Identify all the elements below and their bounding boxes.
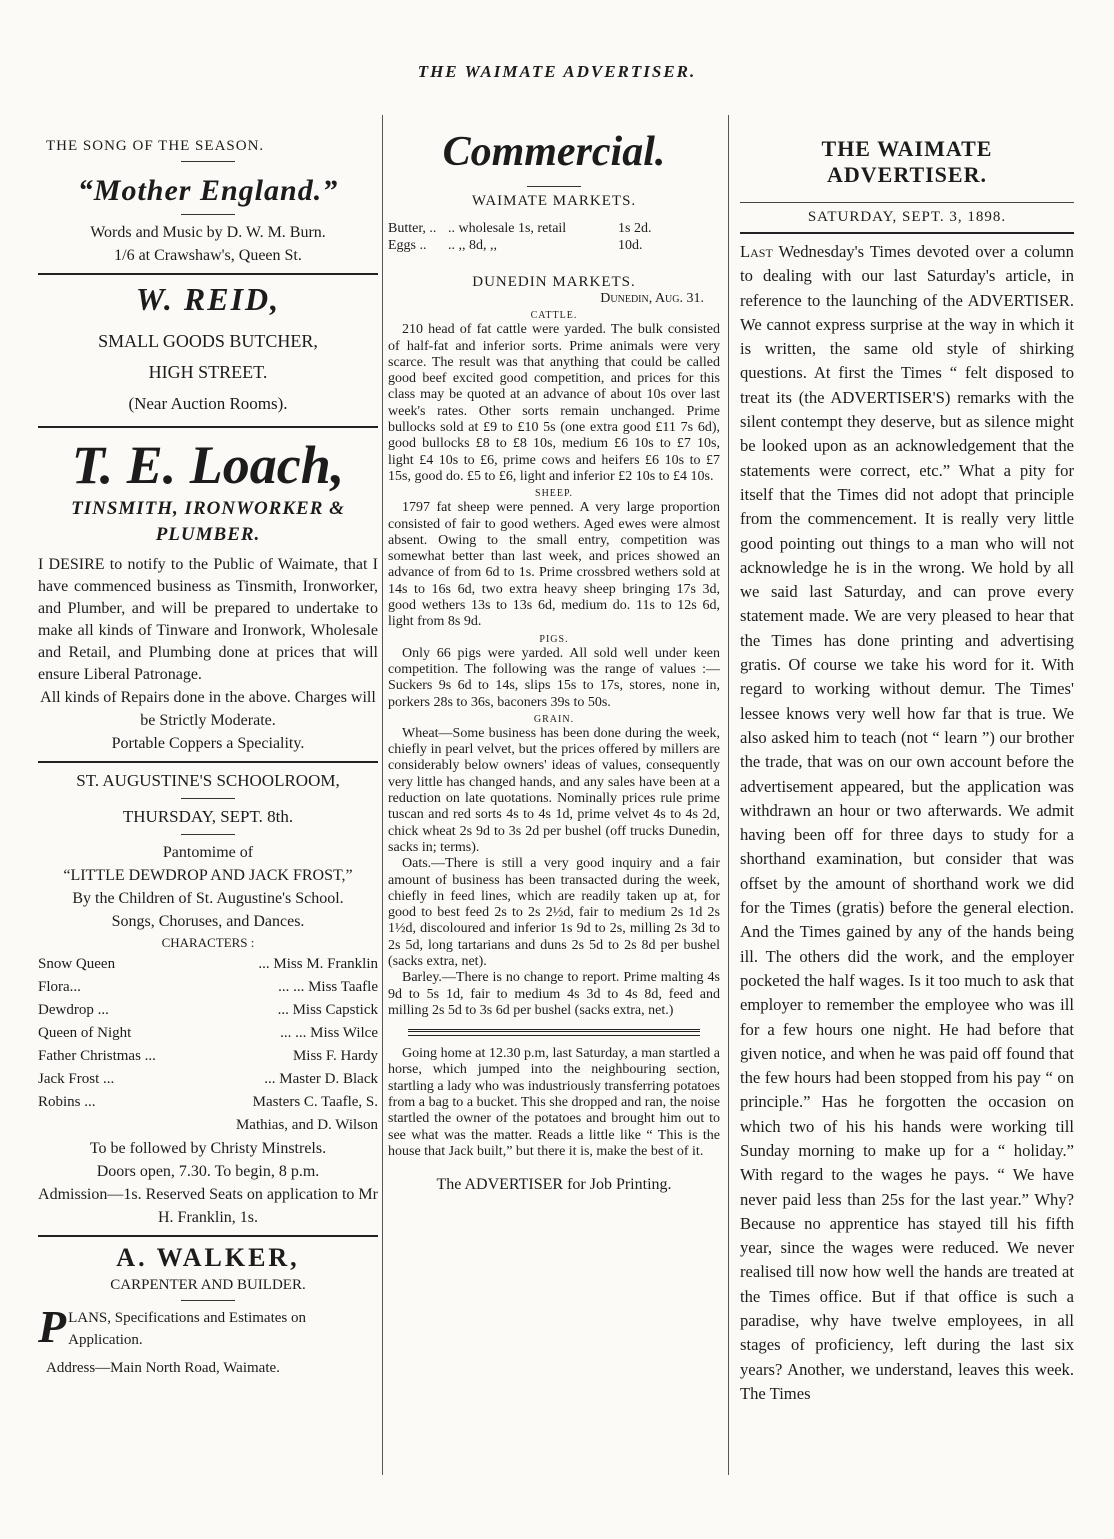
market-item: Eggs .. bbox=[388, 238, 427, 253]
song-heading: THE SONG OF THE SEASON. bbox=[46, 138, 265, 154]
commercial-heading: Commercial. bbox=[442, 129, 666, 175]
character-row bbox=[38, 953, 378, 976]
wheat-report: Wheat—Some business has been done during the week, chiefly in pearl velvet, but the prices offered by millers are considerably below owners' ideas of values, consequently very little has changed hands, and any sales have been at a reduction on late quotations. Nominally prices rule prime tuscan and red sorts 4s to 4s 1d, prime velvet 4s to 4s 2d, chick wheat 2s 9d to 3s 2d per bushel (off trucks Dunedin, sacks in; terms). bbox=[388, 725, 720, 855]
character-actor: Mathias, and D. Wilson bbox=[235, 1117, 378, 1133]
divider bbox=[38, 426, 378, 428]
character-role: Queen of Night bbox=[38, 1025, 132, 1041]
song-credit: Words and Music by D. W. M. Burn. bbox=[90, 224, 326, 241]
drop-cap: P bbox=[38, 1301, 67, 1352]
walker-trade: CARPENTER AND BUILDER. bbox=[110, 1277, 306, 1293]
character-actor: Masters C. Taafle, S. bbox=[252, 1094, 378, 1110]
divider bbox=[740, 202, 1074, 203]
character-row bbox=[38, 1091, 378, 1114]
minstrels: To be followed by Christy Minstrels. bbox=[89, 1140, 327, 1157]
loach-trade-2: PLUMBER. bbox=[155, 524, 261, 545]
loach-trade: TINSMITH, IRONWORKER & bbox=[71, 498, 345, 519]
sheep-report: 1797 fat sheep were penned. A very large proportion consisted of fair to good wethers. Aged ewes were almost absent. Owing to the small entry, competition was somewhat better than last week, and prices showed an advance of from 6d to 1s. Prime crossbred wethers sold at 14s to 16s 6d, two extra heavy sheep bringing 17s 3d, good wethers 13s to 13s 6d, medium do. 11s to 12s 6d, light from 8s 9d. bbox=[388, 500, 720, 630]
song-title: “Mother England.” bbox=[77, 174, 339, 207]
character-actor: ... ... Miss Wilce bbox=[280, 1025, 378, 1041]
character-row bbox=[38, 976, 378, 999]
reid-near: (Near Auction Rooms). bbox=[128, 394, 288, 413]
market-price: 10d. bbox=[618, 238, 643, 253]
character-row bbox=[38, 1114, 378, 1137]
characters-heading: CHARACTERS : bbox=[161, 935, 255, 950]
school-name: ST. AUGUSTINE'S SCHOOLROOM, bbox=[76, 771, 340, 790]
walker-name: A. WALKER, bbox=[116, 1243, 300, 1272]
character-role: Flora... bbox=[38, 979, 81, 995]
column-rule-2 bbox=[728, 115, 729, 1475]
market-row bbox=[388, 237, 720, 254]
divider bbox=[38, 1235, 378, 1237]
loach-body: I DESIRE to notify to the Public of Waimate, that I have commenced business as Tinsmith, Ironworker, and Plumber, and will be prepared to undertake to make all kinds of Tinware and Ironwork, Wholesale and Retail, and Plumbing done at prices that will ensure Liberal Patronage. bbox=[38, 556, 378, 683]
waimate-markets: WAIMATE MARKETS. bbox=[471, 193, 637, 209]
character-row bbox=[38, 1068, 378, 1091]
loach-repairs: All kinds of Repairs done in the above. Charges will be Strictly Moderate. bbox=[40, 689, 376, 729]
plans-text bbox=[38, 1301, 378, 1352]
character-role: Snow Queen bbox=[38, 956, 116, 972]
doors: Doors open, 7.30. To begin, 8 p.m. bbox=[96, 1163, 320, 1180]
character-role: Father Christmas ... bbox=[38, 1048, 156, 1064]
advert-column bbox=[38, 128, 378, 1380]
panto-title: “LITTLE DEWDROP AND JACK FROST,” bbox=[63, 867, 353, 884]
character-actor: ... Miss Capstick bbox=[277, 1002, 378, 1018]
school-date: THURSDAY, SEPT. 8th. bbox=[122, 807, 294, 826]
column-rule-1 bbox=[382, 115, 383, 1475]
character-role: Robins ... bbox=[38, 1094, 96, 1110]
editorial-column bbox=[740, 128, 1074, 1406]
horse-story: Going home at 12.30 p.m, last Saturday, a man startled a horse, which jumped into the neighbouring section, startling a lady who was industriously transferring potatoes from a bag to a bucket. This she dropped and ran, the noise startled the owner of the potatoes and brought him out to see what was the matter. Reads a little like “ This is the house that Jack built,” but there it is, make the best of it. bbox=[388, 1046, 720, 1159]
divider bbox=[38, 273, 378, 275]
characters-list bbox=[38, 953, 378, 1137]
character-actor: ... Master D. Black bbox=[264, 1071, 378, 1087]
character-row bbox=[38, 1045, 378, 1068]
oats-report: Oats.—There is still a very good inquiry and a fair amount of business has been transacted during the week, chiefly in feed lines, which are readily taken up at, for good to best feed 2s to 2s 2½d, fair to medium 2s 1d 2s 1½d, discoloured and inferior 1s 9d to 2s, milling 2s 3d to 2s 5d, long tartarians and duns 2s 5d to 2s 8d per bushel (sacks extra, net). bbox=[388, 856, 720, 969]
grain-heading: GRAIN. bbox=[533, 713, 575, 725]
divider bbox=[181, 834, 235, 835]
sheep-heading: SHEEP. bbox=[535, 488, 573, 500]
plans-body: LANS, Specifications and Estimates on Application. bbox=[68, 1310, 306, 1348]
character-actor: Miss F. Hardy bbox=[292, 1048, 378, 1064]
editorial-text bbox=[740, 240, 1074, 1406]
divider bbox=[181, 214, 235, 215]
divider bbox=[527, 186, 581, 187]
divider bbox=[181, 1300, 235, 1301]
issue-date: SATURDAY, SEPT. 3, 1898. bbox=[807, 209, 1007, 225]
dunedin-dateline: Dunedin, Aug. 31. bbox=[600, 291, 704, 306]
pigs-heading: PIGS. bbox=[539, 633, 569, 645]
dunedin-markets: DUNEDIN MARKETS. bbox=[472, 274, 636, 290]
barley-report: Barley.—There is no change to report. Prime malting 4s 9d to 5s 1d, fair to medium 4s 3d to 4s 8d, feed and milling 2s 5d to 3s 6d per bushel (sacks extra, net.) bbox=[388, 970, 720, 1018]
loach-coppers: Portable Coppers a Speciality. bbox=[111, 735, 305, 752]
reid-street: HIGH STREET. bbox=[148, 362, 268, 382]
market-desc: .. wholesale 1s, retail bbox=[448, 221, 567, 236]
character-actor: ... ... Miss Taafle bbox=[278, 979, 378, 995]
admission: Admission—1s. Reserved Seats on application to Mr H. Franklin, 1s. bbox=[38, 1186, 378, 1226]
editorial-body: Wednesday's Times devoted over a column to dealing with our last Saturday's article, in reference to the launching of the ADVERTISER. We cannot express surprise at the way in which it is written, the same old style of shirking questions. At first the Times “ felt disposed to treat its (the ADVERTISER'S) remarks with the silent contempt they deserve, but as silence might be looked upon as an acknowledgement that the statements were correct, etc.” What a pity for itself that the Times did not adopt that principle from the commencement. It is really very little good pointing out things to a man who will not acknowledge he is in the wrong. We hold by all we said last Saturday, and can prove every statement made. We are very pleased to hear that the Times has done printing and advertising gratis. Of course we take his word for it. With regard to working without demur. The Times' lessee knows very well how far that is true. We also asked him to teach (not “ learn ”) our brother the trade, that was on our own account before the advertisement appeared, but the application was withdrawn an hour or two afterwards. We admit having been off for three days to study for a shorthand examination, but consider that was offset by the amount of shorthand work we did for the Times (gratis) before the general election. And the Times gained by any of the hands being ill. The others did the work, and the employer pocketed the half wages. Is it too much to ask that employer to remember the employee who was ill for a few hours one night. He had before that given notice, and when he was paid off found that the few hours had been stopped from his pay “ on principle.” Has he forgotten the occasion on which two of his his hands were working till Sunday morning to make up for a “ holiday.” With regard to the wages he pays. “ We have never paid less than 25s for the last year.” Why? Because no apprentice has stayed till his fifth year, since the wages were reduced. We never realised till now how well the hands are treated at the Times office. But if that office is such a paradise, why have twelve employees, in all stages of proficiency, left during the last six years? Another, we understand, leaves this week. The Times bbox=[740, 242, 1074, 1403]
children: By the Children of St. Augustine's School. bbox=[72, 890, 344, 907]
market-price: 1s 2d. bbox=[618, 221, 652, 236]
songs: Songs, Choruses, and Dances. bbox=[111, 913, 305, 930]
character-actor: ... Miss M. Franklin bbox=[258, 956, 378, 972]
market-table bbox=[388, 220, 720, 254]
pigs-report: Only 66 pigs were yarded. All sold well under keen competition. The following was the range of values :—Suckers 9s 6d to 14s, slips 15s to 17s, stores, none in, porkers 28s to 36s, baconers 39s to 50s. bbox=[388, 645, 720, 710]
character-role: Dewdrop ... bbox=[38, 1002, 109, 1018]
song-price: 1/6 at Crawshaw's, Queen St. bbox=[114, 247, 302, 264]
paper-title: THE WAIMATE ADVERTISER. bbox=[821, 136, 993, 187]
character-row bbox=[38, 999, 378, 1022]
commercial-column bbox=[388, 128, 720, 1194]
market-desc: .. ,, 8d, ,, bbox=[448, 238, 497, 253]
market-item: Butter, .. bbox=[388, 221, 437, 236]
pantomime: Pantomime of bbox=[162, 844, 254, 861]
masthead: THE WAIMATE ADVERTISER. bbox=[417, 62, 697, 81]
double-rule bbox=[408, 1029, 700, 1036]
reid-name: W. REID, bbox=[135, 281, 281, 317]
editorial-lead: Last bbox=[740, 242, 773, 261]
reid-trade: SMALL GOODS BUTCHER, bbox=[98, 331, 318, 351]
loach-name: T. E. Loach, bbox=[71, 435, 345, 495]
divider bbox=[38, 761, 378, 763]
divider bbox=[740, 232, 1074, 234]
character-row bbox=[38, 1022, 378, 1045]
cattle-report: 210 head of fat cattle were yarded. The bulk consisted of half-fat and inferior sorts. Prime animals were very scarce. The result was that anything that could be called good beef excited good competition, and prices for this class may be quoted at an advance of about 10s over last week's rates. Other sorts remain unchanged. Prime bullocks sold at £9 to £10 5s (one extra good £11 7s 6d), good bullocks £8 to £8 10s, medium £6 10s to £7 10s, light £4 10s to £6, prime cows and heifers £6 10s to £7 15s, good do. £5 to £6, light and inferior £2 10s to £4 10s. bbox=[388, 322, 720, 484]
walker-address: Address—Main North Road, Waimate. bbox=[46, 1360, 280, 1376]
divider bbox=[181, 798, 235, 799]
cattle-heading: CATTLE. bbox=[530, 310, 578, 322]
job-printing: The ADVERTISER for Job Printing. bbox=[436, 1176, 672, 1194]
market-row bbox=[388, 220, 720, 237]
divider bbox=[181, 161, 235, 162]
character-role: Jack Frost ... bbox=[38, 1071, 115, 1087]
